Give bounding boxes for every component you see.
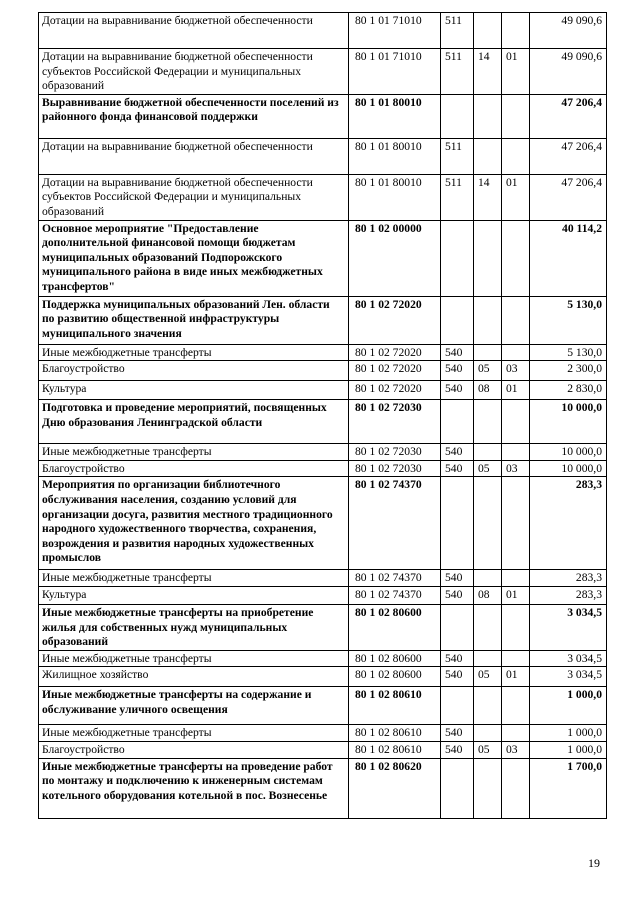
row-section bbox=[474, 94, 502, 138]
row-expense-type: 511 bbox=[441, 13, 474, 49]
row-expense-type bbox=[441, 758, 474, 818]
page-number: 19 bbox=[588, 856, 600, 870]
row-amount: 1 000,0 bbox=[530, 741, 607, 758]
row-amount: 10 000,0 bbox=[530, 444, 607, 461]
row-subsection bbox=[502, 570, 530, 587]
row-amount: 49 090,6 bbox=[530, 13, 607, 49]
row-amount: 1 700,0 bbox=[530, 758, 607, 818]
row-section: 05 bbox=[474, 460, 502, 477]
row-section bbox=[474, 650, 502, 667]
table-row bbox=[39, 687, 607, 725]
row-expense-type: 540 bbox=[441, 667, 474, 687]
row-expense-type bbox=[441, 400, 474, 444]
row-section bbox=[474, 13, 502, 49]
row-code: 80 1 01 80010 bbox=[349, 174, 441, 220]
row-name: Дотации на выравнивание бюджетной обеспеченности субъектов Российской Федерации и муниципальных образований bbox=[39, 49, 349, 95]
table-row bbox=[39, 13, 607, 49]
row-amount: 1 000,0 bbox=[530, 687, 607, 725]
row-amount: 49 090,6 bbox=[530, 49, 607, 95]
row-subsection bbox=[502, 650, 530, 667]
row-code: 80 1 02 72030 bbox=[349, 444, 441, 461]
row-amount: 2 300,0 bbox=[530, 361, 607, 381]
row-code: 80 1 02 80600 bbox=[349, 604, 441, 650]
table-row bbox=[39, 444, 607, 461]
row-name: Благоустройство bbox=[39, 361, 349, 381]
row-name: Культура bbox=[39, 381, 349, 400]
row-subsection bbox=[502, 344, 530, 361]
row-name: Иные межбюджетные трансферты bbox=[39, 650, 349, 667]
row-code: 80 1 02 74370 bbox=[349, 570, 441, 587]
row-code: 80 1 02 72020 bbox=[349, 344, 441, 361]
table-row bbox=[39, 586, 607, 604]
row-code: 80 1 02 00000 bbox=[349, 220, 441, 296]
table-row bbox=[39, 758, 607, 818]
row-expense-type: 540 bbox=[441, 444, 474, 461]
row-expense-type: 540 bbox=[441, 725, 474, 742]
budget-table-body bbox=[39, 13, 607, 819]
table-row bbox=[39, 650, 607, 667]
row-subsection bbox=[502, 296, 530, 344]
row-section bbox=[474, 687, 502, 725]
row-amount: 2 830,0 bbox=[530, 381, 607, 400]
row-name: Дотации на выравнивание бюджетной обеспеченности bbox=[39, 138, 349, 174]
row-expense-type: 511 bbox=[441, 174, 474, 220]
row-code: 80 1 02 80600 bbox=[349, 650, 441, 667]
row-subsection bbox=[502, 220, 530, 296]
row-amount: 3 034,5 bbox=[530, 667, 607, 687]
row-expense-type: 511 bbox=[441, 49, 474, 95]
row-subsection bbox=[502, 758, 530, 818]
row-section bbox=[474, 477, 502, 570]
row-code: 80 1 02 72020 bbox=[349, 381, 441, 400]
row-section: 08 bbox=[474, 586, 502, 604]
row-subsection bbox=[502, 94, 530, 138]
row-code: 80 1 02 80620 bbox=[349, 758, 441, 818]
table-row bbox=[39, 477, 607, 570]
row-section bbox=[474, 344, 502, 361]
row-name: Благоустройство bbox=[39, 460, 349, 477]
row-subsection: 01 bbox=[502, 381, 530, 400]
row-expense-type bbox=[441, 687, 474, 725]
row-subsection: 01 bbox=[502, 174, 530, 220]
row-code: 80 1 02 80610 bbox=[349, 741, 441, 758]
row-code: 80 1 02 74370 bbox=[349, 586, 441, 604]
row-section: 05 bbox=[474, 667, 502, 687]
row-subsection: 03 bbox=[502, 460, 530, 477]
row-name: Мероприятия по организации библиотечного обслуживания населения, созданию условий для организации досуга, развития местного традиционного народного художественного творчества, сохранения, возрождения и развития народных художественных промыслов bbox=[39, 477, 349, 570]
table-row bbox=[39, 741, 607, 758]
table-row bbox=[39, 604, 607, 650]
table-row bbox=[39, 344, 607, 361]
row-name: Иные межбюджетные трансферты bbox=[39, 725, 349, 742]
table-row bbox=[39, 570, 607, 587]
row-code: 80 1 02 72030 bbox=[349, 400, 441, 444]
table-row bbox=[39, 174, 607, 220]
row-amount: 1 000,0 bbox=[530, 725, 607, 742]
row-section bbox=[474, 758, 502, 818]
table-row bbox=[39, 138, 607, 174]
row-section bbox=[474, 296, 502, 344]
row-name: Культура bbox=[39, 586, 349, 604]
row-code: 80 1 01 80010 bbox=[349, 94, 441, 138]
row-amount: 5 130,0 bbox=[530, 296, 607, 344]
row-amount: 47 206,4 bbox=[530, 174, 607, 220]
row-expense-type: 540 bbox=[441, 460, 474, 477]
row-section bbox=[474, 604, 502, 650]
row-amount: 10 000,0 bbox=[530, 460, 607, 477]
row-amount: 5 130,0 bbox=[530, 344, 607, 361]
row-expense-type: 540 bbox=[441, 344, 474, 361]
row-code: 80 1 02 80600 bbox=[349, 667, 441, 687]
row-section: 05 bbox=[474, 361, 502, 381]
row-expense-type bbox=[441, 220, 474, 296]
row-section: 08 bbox=[474, 381, 502, 400]
row-name: Иные межбюджетные трансферты bbox=[39, 570, 349, 587]
table-row bbox=[39, 460, 607, 477]
row-name: Поддержка муниципальных образований Лен. области по развитию общественной инфраструктуры муниципального значения bbox=[39, 296, 349, 344]
row-amount: 283,3 bbox=[530, 477, 607, 570]
row-subsection bbox=[502, 13, 530, 49]
budget-table bbox=[38, 12, 607, 819]
row-section: 14 bbox=[474, 174, 502, 220]
row-section bbox=[474, 138, 502, 174]
row-expense-type: 540 bbox=[441, 381, 474, 400]
row-name: Благоустройство bbox=[39, 741, 349, 758]
table-row bbox=[39, 361, 607, 381]
row-subsection: 03 bbox=[502, 361, 530, 381]
row-code: 80 1 02 80610 bbox=[349, 725, 441, 742]
row-amount: 3 034,5 bbox=[530, 604, 607, 650]
row-code: 80 1 02 80610 bbox=[349, 687, 441, 725]
row-subsection bbox=[502, 400, 530, 444]
table-row bbox=[39, 49, 607, 95]
row-expense-type: 511 bbox=[441, 138, 474, 174]
row-subsection bbox=[502, 138, 530, 174]
row-amount: 3 034,5 bbox=[530, 650, 607, 667]
row-expense-type: 540 bbox=[441, 361, 474, 381]
row-section bbox=[474, 400, 502, 444]
row-subsection bbox=[502, 604, 530, 650]
row-name: Дотации на выравнивание бюджетной обеспеченности субъектов Российской Федерации и муниципальных образований bbox=[39, 174, 349, 220]
table-row bbox=[39, 381, 607, 400]
row-expense-type: 540 bbox=[441, 570, 474, 587]
row-expense-type: 540 bbox=[441, 586, 474, 604]
row-subsection bbox=[502, 477, 530, 570]
row-code: 80 1 01 80010 bbox=[349, 138, 441, 174]
row-section: 14 bbox=[474, 49, 502, 95]
row-name: Подготовка и проведение мероприятий, посвященных Дню образования Ленинградской области bbox=[39, 400, 349, 444]
row-name: Иные межбюджетные трансферты bbox=[39, 344, 349, 361]
row-section: 05 bbox=[474, 741, 502, 758]
row-amount: 283,3 bbox=[530, 570, 607, 587]
row-subsection: 01 bbox=[502, 667, 530, 687]
row-amount: 40 114,2 bbox=[530, 220, 607, 296]
row-name: Жилищное хозяйство bbox=[39, 667, 349, 687]
row-subsection bbox=[502, 444, 530, 461]
row-subsection bbox=[502, 687, 530, 725]
row-expense-type: 540 bbox=[441, 650, 474, 667]
row-amount: 283,3 bbox=[530, 586, 607, 604]
row-code: 80 1 02 74370 bbox=[349, 477, 441, 570]
row-expense-type bbox=[441, 94, 474, 138]
row-name: Выравнивание бюджетной обеспеченности поселений из районного фонда финансовой поддержки bbox=[39, 94, 349, 138]
row-name: Иные межбюджетные трансферты на проведение работ по монтажу и подключению к инженерным системам котельного оборудования котельной в пос. Вознесенье bbox=[39, 758, 349, 818]
row-name: Дотации на выравнивание бюджетной обеспеченности bbox=[39, 13, 349, 49]
row-name: Иные межбюджетные трансферты bbox=[39, 444, 349, 461]
row-code: 80 1 01 71010 bbox=[349, 49, 441, 95]
row-section bbox=[474, 220, 502, 296]
row-subsection: 01 bbox=[502, 49, 530, 95]
row-expense-type: 540 bbox=[441, 741, 474, 758]
row-amount: 10 000,0 bbox=[530, 400, 607, 444]
row-section bbox=[474, 725, 502, 742]
row-code: 80 1 02 72020 bbox=[349, 296, 441, 344]
row-subsection: 03 bbox=[502, 741, 530, 758]
row-amount: 47 206,4 bbox=[530, 138, 607, 174]
row-code: 80 1 02 72030 bbox=[349, 460, 441, 477]
row-section bbox=[474, 444, 502, 461]
row-amount: 47 206,4 bbox=[530, 94, 607, 138]
table-row bbox=[39, 725, 607, 742]
row-code: 80 1 01 71010 bbox=[349, 13, 441, 49]
table-row bbox=[39, 296, 607, 344]
table-row bbox=[39, 400, 607, 444]
row-subsection: 01 bbox=[502, 586, 530, 604]
row-name: Основное мероприятие "Предоставление дополнительной финансовой помощи бюджетам муниципальных образований Подпорожского муниципального района в виде иных межбюджетных трансфертов" bbox=[39, 220, 349, 296]
table-row bbox=[39, 220, 607, 296]
table-row bbox=[39, 667, 607, 687]
row-name: Иные межбюджетные трансферты на приобретение жилья для собственных нужд муниципальных образований bbox=[39, 604, 349, 650]
table-row bbox=[39, 94, 607, 138]
row-section bbox=[474, 570, 502, 587]
row-expense-type bbox=[441, 604, 474, 650]
row-code: 80 1 02 72020 bbox=[349, 361, 441, 381]
row-expense-type bbox=[441, 477, 474, 570]
row-expense-type bbox=[441, 296, 474, 344]
row-subsection bbox=[502, 725, 530, 742]
row-name: Иные межбюджетные трансферты на содержание и обслуживание уличного освещения bbox=[39, 687, 349, 725]
